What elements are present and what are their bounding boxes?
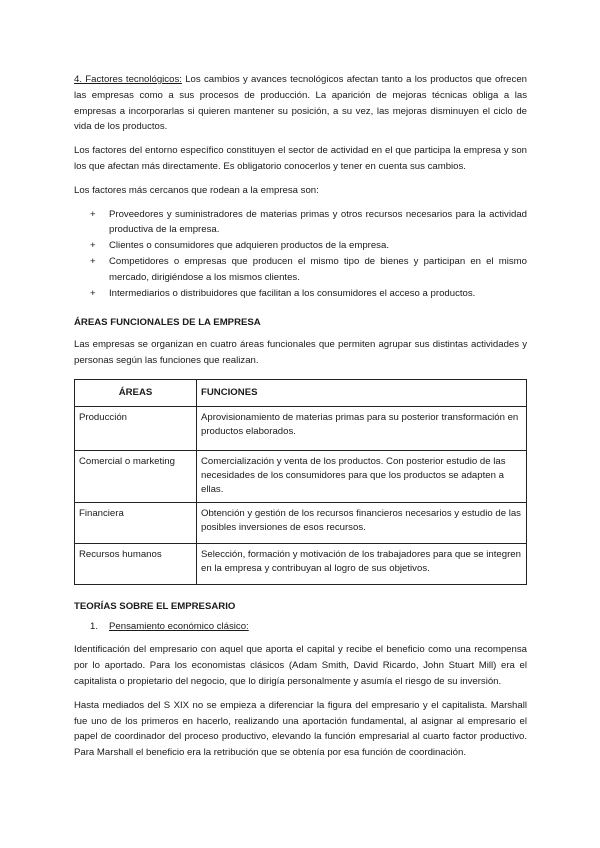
teorias-heading: TEORÍAS SOBRE EL EMPRESARIO: [74, 600, 236, 612]
plus-icon: +: [90, 240, 96, 252]
table-row: [75, 450, 527, 502]
paragraph-marshall: Hasta mediados del S XIX no se empieza a diferenciar la figura del empresario y el capitalista. Marshall fue uno de los primeros en hacerlo, realizando una aportación fundamental, al asignar al empresario el papel de coordinador del proceso productivo, elevando la función empresarial al cuarto factor productivo. Para Marshall el beneficio era la retribución que se obtenía por esa función de coordinación.: [74, 699, 527, 759]
table-cell-area: Comercial o marketing: [75, 450, 197, 502]
list-item: + Intermediarios o distribuidores que facilitan a los consumidores el acceso a productos.: [74, 286, 527, 302]
paragraph-clasico: Identificación del empresario con aquel que aporta el capital y recibe el beneficio como una recompensa por lo aportado. Para los economistas clásicos (Adam Smith, David Ricardo, John Stuart Mill) era el capitalista o propietario del negocio, que lo dirigía personalmente y asumía el riesgo de su inversión.: [74, 644, 527, 687]
list-item: + Competidores o empresas que producen el mismo tipo de bienes y participan en el mismo mercado, dirigiéndose a los mismos clientes.: [90, 255, 527, 283]
header-funciones: FUNCIONES: [197, 379, 527, 406]
table-cell-area: Financiera: [75, 502, 197, 543]
areas-intro: Las empresas se organizan en cuatro áreas funcionales que permiten agrupar sus distintas actividades y personas según las funciones que realizan.: [74, 339, 527, 366]
list-item: [74, 619, 527, 635]
factors-list: [74, 207, 527, 302]
plus-icon: +: [90, 208, 96, 220]
section4-title: 4. Factores tecnológicos:: [74, 74, 182, 85]
section4-text: Los cambios y avances tecnológicos afectan tanto a los productos que ofrecen las empresas como a sus procesos de producción. La aparición de mejoras técnicas obliga a las empresas a incorporarlas si quieren mantener su posición, a su vez, las mejoras disminuyen el ciclo de vida de los productos.: [74, 74, 527, 133]
theories-list: [74, 619, 527, 635]
paragraph-cercanos: Los factores más cercanos que rodean a la empresa son:: [74, 184, 319, 196]
plus-icon: +: [90, 255, 96, 267]
table-row: [75, 406, 527, 450]
section4-paragraph: [74, 72, 527, 135]
table-row: [75, 543, 527, 584]
theory-title: Pensamiento económico clásico:: [109, 620, 249, 632]
list-item: + Clientes o consumidores que adquieren productos de la empresa.: [74, 238, 527, 254]
paragraph-entorno: Los factores del entorno específico constituyen el sector de actividad en el que participa la empresa y son los que afectan más directamente. Es obligatorio conocerlos y tener en cuenta sus cambios.: [74, 145, 527, 172]
table-cell-function: Selección, formación y motivación de los trabajadores para que se integren en la empresa y contribuyan al logro de sus objetivos.: [197, 543, 527, 584]
plus-icon: +: [90, 287, 96, 299]
table-row: [75, 502, 527, 543]
table-cell-function: Comercialización y venta de los productos. Con posterior estudio de las necesidades de los consumidores para que los productos se adapten a ellas.: [197, 450, 527, 502]
table-cell-function: Aprovisionamiento de materias primas para su posterior transformación en productos elaborados.: [197, 406, 527, 450]
table-header-row: [75, 379, 527, 406]
list-number: 1.: [90, 620, 99, 632]
table-cell-function: Obtención y gestión de los recursos financieros necesarios y estudio de las posibles inversiones de esos recursos.: [197, 502, 527, 543]
header-areas: ÁREAS: [75, 379, 197, 406]
areas-table: [74, 379, 527, 585]
table-cell-area: Producción: [75, 406, 197, 450]
table-cell-area: Recursos humanos: [75, 543, 197, 584]
document-page: [74, 72, 527, 761]
areas-heading: ÁREAS FUNCIONALES DE LA EMPRESA: [74, 317, 261, 329]
list-item: + Proveedores y suministradores de materias primas y otros recursos necesarios para la actividad productiva de la empresa.: [90, 208, 527, 236]
